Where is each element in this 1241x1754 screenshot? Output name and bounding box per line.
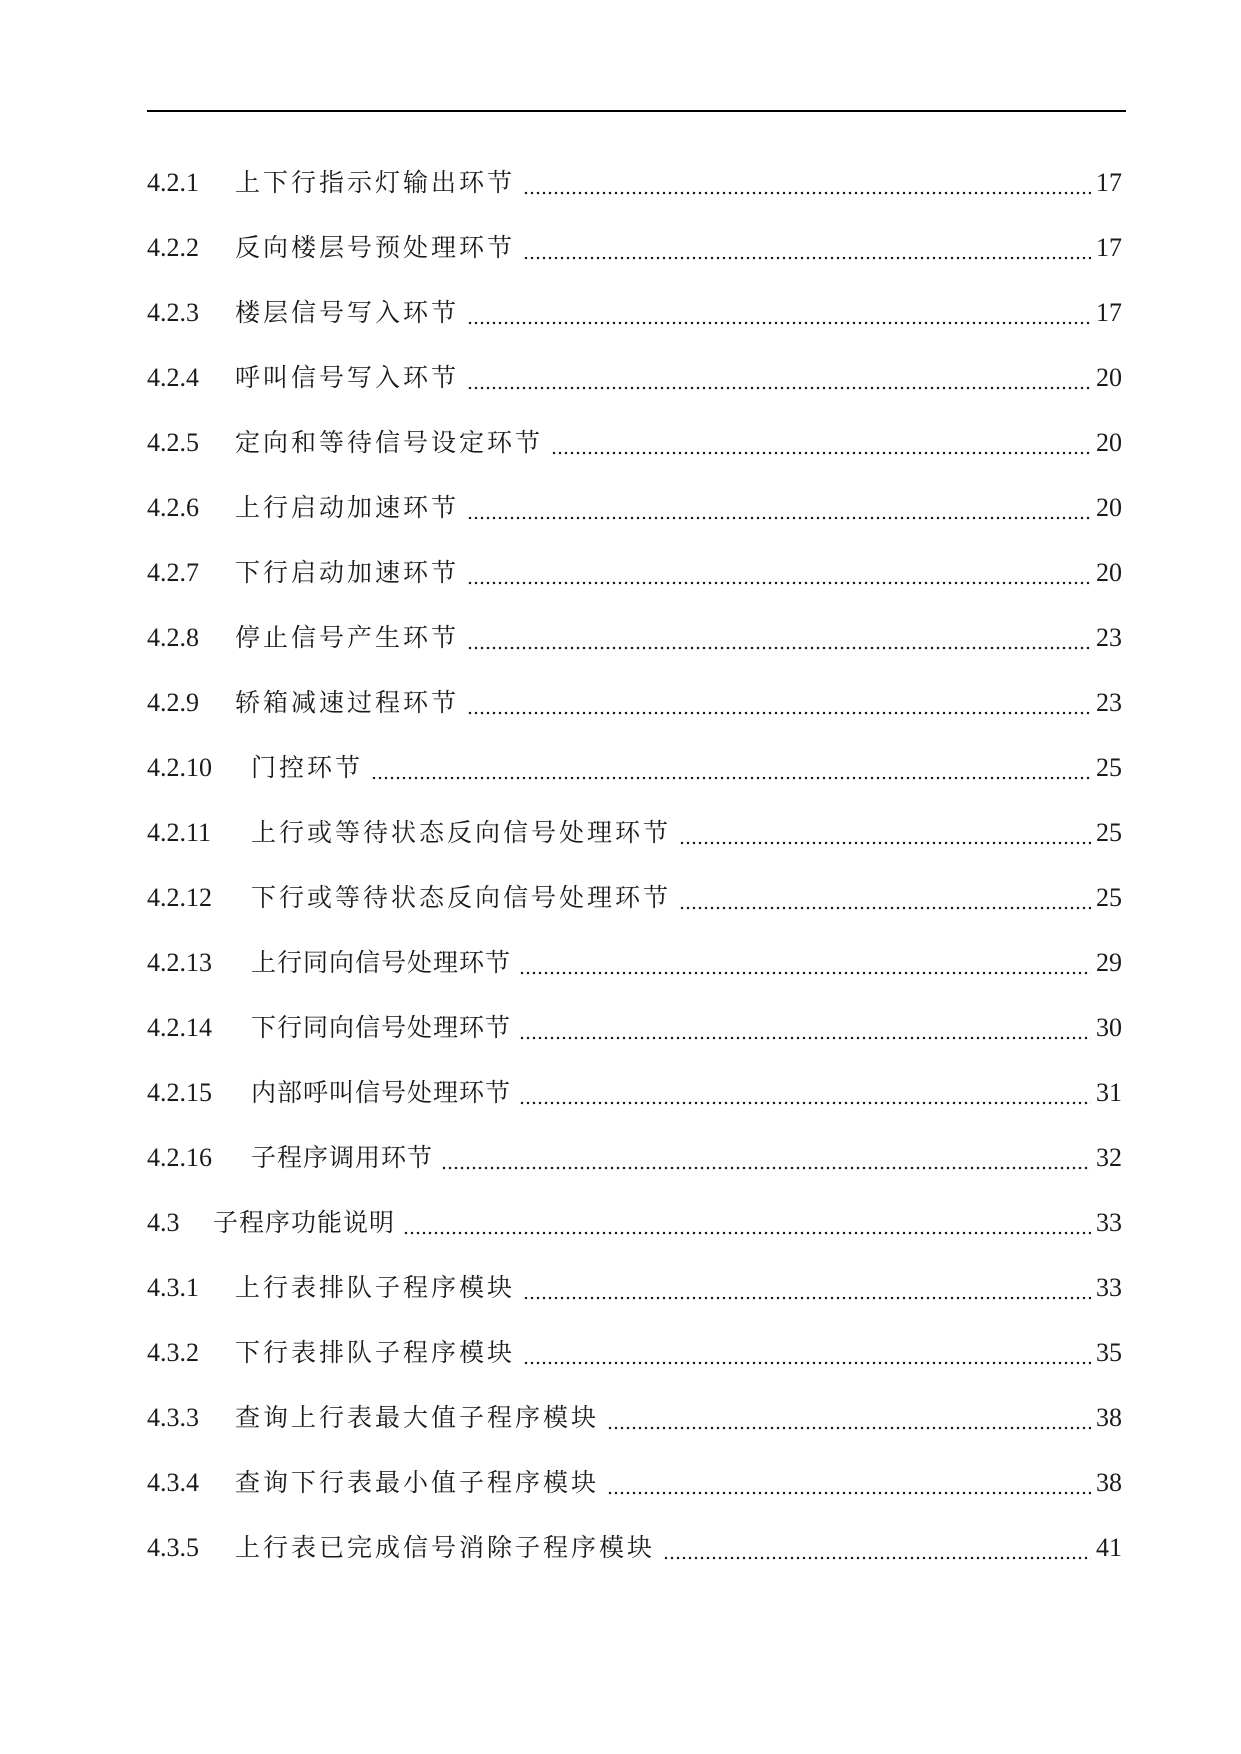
toc-entry-page: 20 [1096,427,1122,457]
toc-entry-number: 4.2.13 [147,947,212,977]
toc-entry-title: 上行启动加速环节 [235,492,460,522]
dot-leader [551,428,1091,458]
toc-entry-number: 4.3.2 [147,1337,199,1367]
toc-entry-title: 上下行指示灯输出环节 [235,167,516,197]
toc-entry[interactable] [147,995,1122,1060]
toc-entry-number: 4.2.10 [147,752,212,782]
toc-entry-title: 楼层信号写入环节 [235,297,460,327]
toc-entry-page: 29 [1096,947,1122,977]
toc-entry-page: 35 [1096,1337,1122,1367]
toc-entry[interactable] [147,1125,1122,1190]
toc-entry-page: 30 [1096,1012,1122,1042]
toc-entry-title: 下行同向信号处理环节 [251,1012,512,1042]
toc-entry-page: 33 [1096,1272,1122,1302]
toc-entry-title: 上行表排队子程序模块 [235,1272,516,1302]
dot-leader [519,1013,1091,1043]
toc-entry-page: 17 [1096,167,1122,197]
toc-entry-title: 呼叫信号写入环节 [235,362,460,392]
dot-leader [467,298,1091,328]
toc-entry-title: 定向和等待信号设定环节 [235,427,544,457]
toc-entry-title: 子程序调用环节 [251,1142,434,1172]
toc-entry[interactable] [147,1515,1122,1580]
toc-entry[interactable] [147,1255,1122,1320]
toc-entry-page: 25 [1096,817,1122,847]
dot-leader [467,363,1091,393]
toc-entry[interactable] [147,605,1122,670]
toc-entry-page: 20 [1096,362,1122,392]
toc-entry-page: 41 [1096,1532,1122,1562]
toc-entry[interactable] [147,150,1122,215]
toc-entry[interactable] [147,800,1122,865]
dot-leader [523,1273,1091,1303]
dot-leader [679,818,1091,848]
header-rule [147,110,1126,112]
toc-entry[interactable] [147,475,1122,540]
toc-entry-page: 23 [1096,622,1122,652]
toc-entry[interactable] [147,1060,1122,1125]
toc-entry-number: 4.2.6 [147,492,199,522]
toc-entry-page: 31 [1096,1077,1122,1107]
dot-leader [523,1338,1091,1368]
toc-entry-title: 查询上行表最大值子程序模块 [235,1402,600,1432]
toc-entry-title: 上行同向信号处理环节 [251,947,512,977]
toc-entry-page: 38 [1096,1467,1122,1497]
toc-entry-page: 32 [1096,1142,1122,1172]
toc-entry-number: 4.2.8 [147,622,199,652]
toc-entry-title: 轿箱减速过程环节 [235,687,460,717]
toc-entry-title: 子程序功能说明 [213,1207,396,1237]
toc-entry[interactable] [147,865,1122,930]
toc-entry-page: 17 [1096,232,1122,262]
toc-entry-page: 25 [1096,882,1122,912]
dot-leader [607,1403,1091,1433]
toc-entry[interactable] [147,1320,1122,1385]
dot-leader [467,493,1091,523]
toc-entry-number: 4.2.11 [147,817,212,847]
toc-entry[interactable] [147,1450,1122,1515]
toc-entry-number: 4.3 [147,1207,180,1237]
toc-entry-title: 查询下行表最小值子程序模块 [235,1467,600,1497]
toc-entry-title: 停止信号产生环节 [235,622,460,652]
toc-entry[interactable] [147,345,1122,410]
dot-leader [467,558,1091,588]
toc-entry-number: 4.2.9 [147,687,199,717]
toc-entry-number: 4.3.5 [147,1532,199,1562]
toc-entry-number: 4.3.3 [147,1402,199,1432]
dot-leader [523,233,1091,263]
toc-entry[interactable] [147,215,1122,280]
toc-entry[interactable] [147,540,1122,605]
dot-leader [519,1078,1091,1108]
dot-leader [607,1468,1091,1498]
toc-entry-number: 4.3.1 [147,1272,199,1302]
toc-entry-page: 23 [1096,687,1122,717]
toc-entry-title: 门控环节 [251,752,364,782]
toc-entry-number: 4.2.12 [147,882,212,912]
toc-entry-title: 内部呼叫信号处理环节 [251,1077,512,1107]
toc-entry-page: 20 [1096,492,1122,522]
dot-leader [371,753,1091,783]
dot-leader [663,1533,1091,1563]
toc-entry-number: 4.2.15 [147,1077,212,1107]
toc-entry-number: 4.2.7 [147,557,199,587]
toc-entry[interactable] [147,280,1122,345]
toc-entry[interactable] [147,1385,1122,1450]
toc-entry-title: 上行或等待状态反向信号处理环节 [251,817,672,847]
toc-entry-page: 17 [1096,297,1122,327]
dot-leader [523,168,1091,198]
dot-leader [679,883,1091,913]
toc-entry-number: 4.2.5 [147,427,199,457]
toc-entry-title: 下行启动加速环节 [235,557,460,587]
dot-leader [467,688,1091,718]
toc-entry-page: 38 [1096,1402,1122,1432]
toc-entry-number: 4.2.2 [147,232,199,262]
toc-entry-number: 4.2.4 [147,362,199,392]
dot-leader [403,1208,1091,1238]
toc-entry-number: 4.2.14 [147,1012,212,1042]
toc-entry-number: 4.2.3 [147,297,199,327]
toc-entry-page: 25 [1096,752,1122,782]
dot-leader [441,1143,1091,1173]
dot-leader [467,623,1091,653]
toc-entry[interactable] [147,735,1122,800]
toc-entry-page: 20 [1096,557,1122,587]
toc-entry-title: 下行或等待状态反向信号处理环节 [251,882,672,912]
toc-entry[interactable] [147,1190,1122,1255]
toc-entry-title: 下行表排队子程序模块 [235,1337,516,1367]
toc-entry-title: 反向楼层号预处理环节 [235,232,516,262]
toc-entry[interactable] [147,410,1122,475]
table-of-contents [147,150,1122,1580]
toc-entry-title: 上行表已完成信号消除子程序模块 [235,1532,656,1562]
toc-entry-page: 33 [1096,1207,1122,1237]
toc-entry[interactable] [147,670,1122,735]
toc-entry[interactable] [147,930,1122,995]
toc-entry-number: 4.3.4 [147,1467,199,1497]
dot-leader [519,948,1091,978]
toc-entry-number: 4.2.16 [147,1142,212,1172]
toc-entry-number: 4.2.1 [147,167,199,197]
